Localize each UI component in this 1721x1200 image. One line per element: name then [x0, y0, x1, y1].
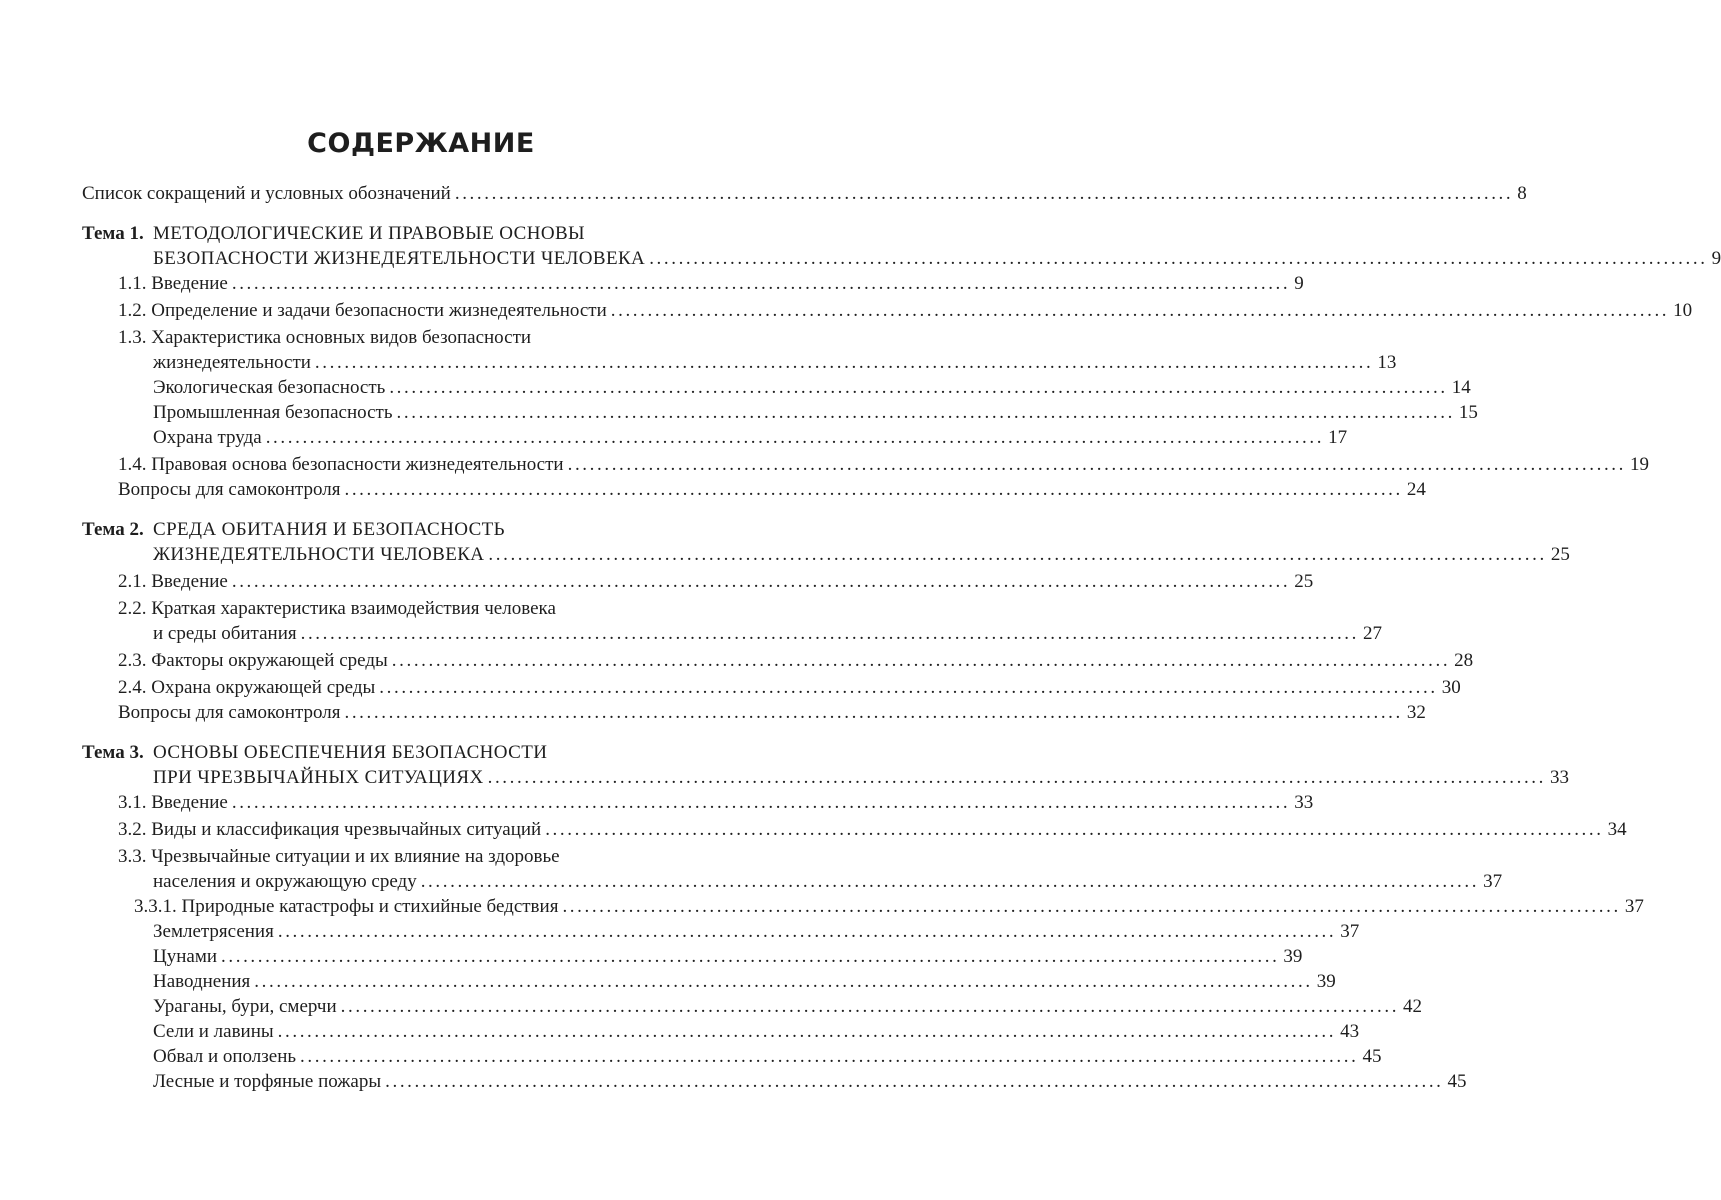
topic-title-line2: ПРИ ЧРЕЗВЫЧАЙНЫХ СИТУАЦИЯХ — [153, 767, 484, 788]
toc-entry[interactable] — [82, 425, 1348, 450]
dot-leader: ................................................................................................................................................ — [344, 479, 1403, 500]
page-number: 30 — [1441, 677, 1461, 698]
dot-leader: ................................................................................................................................................ — [396, 402, 1455, 423]
toc-entry-label: Экологическая безопасность — [153, 377, 386, 398]
toc-entry[interactable] — [82, 400, 1478, 425]
toc-entry-label-cont: жизнедеятельности — [153, 352, 311, 373]
page-title: СОДЕРЖАНИЕ — [307, 128, 535, 159]
toc-entry[interactable] — [82, 452, 1649, 477]
page-number: 37 — [1624, 896, 1644, 917]
toc-entry[interactable] — [82, 298, 1693, 323]
page-number: 42 — [1403, 996, 1423, 1017]
page-number: 8 — [1517, 183, 1527, 204]
toc-entry[interactable] — [82, 375, 1471, 400]
toc-entry[interactable] — [82, 790, 1314, 815]
page-number: 9 — [1294, 273, 1304, 294]
toc-entry[interactable] — [82, 596, 752, 621]
dot-leader: ................................................................................................................................................ — [562, 896, 1621, 917]
dot-leader: ................................................................................................................................................ — [277, 1021, 1337, 1042]
toc-entry[interactable] — [82, 844, 752, 869]
toc-entry[interactable] — [82, 944, 1303, 969]
topic-number: Тема 1. — [82, 223, 144, 244]
toc-entry[interactable] — [82, 1044, 1382, 1069]
page-number: 33 — [1550, 767, 1570, 788]
dot-leader: ................................................................................................................................................ — [254, 971, 1313, 992]
page-number: 33 — [1294, 792, 1314, 813]
toc-entry-label-cont: и среды обитания — [153, 623, 297, 644]
dot-leader: ................................................................................................................................................ — [385, 1071, 1444, 1092]
toc-entry[interactable] — [82, 271, 1304, 296]
toc-entry-label: 3.3. Чрезвычайные ситуации и их влияние на здоровье — [118, 846, 560, 867]
toc-entry-label: 3.3.1. Природные катастрофы и стихийные бедствия — [134, 896, 559, 917]
toc-entry[interactable] — [82, 969, 1336, 994]
toc-entry-label: 1.1. Введение — [118, 273, 228, 294]
dot-leader: ................................................................................................................................................ — [277, 921, 1337, 942]
toc-entry[interactable] — [82, 569, 1314, 594]
toc-entry-label: Наводнения — [153, 971, 251, 992]
toc-entry-label: 1.2. Определение и задачи безопасности жизнедеятельности — [118, 300, 607, 321]
toc-entry-label: 2.2. Краткая характеристика взаимодействия человека — [118, 598, 556, 619]
toc-entry-label: 2.4. Охрана окружающей среды — [118, 677, 376, 698]
dot-leader: ................................................................................................................................................ — [567, 454, 1626, 475]
toc-entry-label: Вопросы для самоконтроля — [118, 702, 341, 723]
dot-leader: ................................................................................................................................................ — [545, 819, 1604, 840]
topic-heading-2-cont[interactable] — [82, 542, 1570, 567]
page-number: 39 — [1283, 946, 1303, 967]
page-number: 25 — [1550, 544, 1570, 565]
topic-heading-1[interactable] — [82, 221, 752, 246]
topic-heading-3-cont[interactable] — [82, 765, 1570, 790]
toc-entry-label: 1.4. Правовая основа безопасности жизнедеятельности — [118, 454, 564, 475]
toc-entry[interactable] — [82, 648, 1474, 673]
page-number: 14 — [1451, 377, 1471, 398]
dot-leader: ................................................................................................................................................ — [488, 544, 1547, 565]
toc-entry-label: 2.3. Факторы окружающей среды — [118, 650, 388, 671]
toc-entry-abbreviations[interactable] — [82, 181, 1527, 206]
dot-leader: ................................................................................................................................................ — [344, 702, 1403, 723]
topic-heading-3[interactable] — [82, 740, 752, 765]
toc-entry-label: Лесные и торфяные пожары — [153, 1071, 382, 1092]
toc-entry-label: Цунами — [153, 946, 218, 967]
page-number: 43 — [1340, 1021, 1360, 1042]
toc-entry[interactable] — [82, 477, 1426, 502]
topic-title-line1: ОСНОВЫ ОБЕСПЕЧЕНИЯ БЕЗОПАСНОСТИ — [153, 742, 548, 763]
dot-leader: ................................................................................................................................................ — [420, 871, 1480, 892]
page-number: 13 — [1377, 352, 1397, 373]
page-number: 45 — [1362, 1046, 1382, 1067]
dot-leader: ................................................................................................................................................ — [265, 427, 1325, 448]
toc-entry[interactable] — [82, 675, 1461, 700]
dot-leader: ................................................................................................................................................ — [300, 623, 1360, 644]
toc-entry-cont[interactable] — [82, 350, 1397, 375]
dot-leader: ................................................................................................................................................ — [379, 677, 1438, 698]
dot-leader: ................................................................................................................................................ — [231, 273, 1291, 294]
dot-leader: ................................................................................................................................................ — [340, 996, 1400, 1017]
topic-title-line2: БЕЗОПАСНОСТИ ЖИЗНЕДЕЯТЕЛЬНОСТИ ЧЕЛОВЕКА — [153, 248, 646, 269]
toc-entry-label: 3.1. Введение — [118, 792, 228, 813]
toc-entry[interactable] — [82, 919, 1360, 944]
page-number: 24 — [1406, 479, 1426, 500]
toc-entry-label: Вопросы для самоконтроля — [118, 479, 341, 500]
table-of-contents — [82, 181, 1721, 1094]
page-number: 37 — [1483, 871, 1503, 892]
toc-entry-label: Промышленная безопасность — [153, 402, 393, 423]
page-number: 28 — [1454, 650, 1474, 671]
toc-entry[interactable] — [82, 325, 752, 350]
topic-number: Тема 3. — [82, 742, 144, 763]
dot-leader: ................................................................................................................................................ — [389, 377, 1448, 398]
toc-entry-cont[interactable] — [82, 621, 1383, 646]
page-number: 37 — [1340, 921, 1360, 942]
topic-title-line1: СРЕДА ОБИТАНИЯ И БЕЗОПАСНОСТЬ — [153, 519, 505, 540]
toc-entry[interactable] — [82, 994, 1423, 1019]
topic-heading-1-cont[interactable] — [82, 246, 1721, 271]
toc-entry[interactable] — [82, 817, 1627, 842]
dot-leader: ................................................................................................................................................ — [231, 571, 1291, 592]
page-number: 32 — [1406, 702, 1426, 723]
dot-leader: ................................................................................................................................................ — [300, 1046, 1359, 1067]
toc-entry-label: Список сокращений и условных обозначений — [82, 183, 451, 204]
toc-entry-label: Землетрясения — [153, 921, 274, 942]
toc-entry-label: 2.1. Введение — [118, 571, 228, 592]
toc-entry[interactable] — [82, 1069, 1467, 1094]
dot-leader: ................................................................................................................................................ — [221, 946, 1280, 967]
page-number: 17 — [1328, 427, 1348, 448]
dot-leader: ................................................................................................................................................ — [487, 767, 1547, 788]
toc-entry-label: 1.3. Характеристика основных видов безопасности — [118, 327, 532, 348]
dot-leader: ................................................................................................................................................ — [391, 650, 1451, 671]
dot-leader: ................................................................................................................................................ — [610, 300, 1670, 321]
topic-title-line2: ЖИЗНЕДЕЯТЕЛЬНОСТИ ЧЕЛОВЕКА — [153, 544, 485, 565]
page-number: 10 — [1673, 300, 1693, 321]
dot-leader: ................................................................................................................................................ — [231, 792, 1291, 813]
toc-entry[interactable] — [82, 1019, 1360, 1044]
page-number: 15 — [1458, 402, 1478, 423]
toc-entry[interactable] — [82, 894, 1644, 919]
page-number: 9 — [1711, 248, 1721, 269]
toc-entry-label-cont: населения и окружающую среду — [153, 871, 417, 892]
toc-entry-label: Ураганы, бури, смерчи — [153, 996, 337, 1017]
page-number: 19 — [1630, 454, 1649, 475]
dot-leader: ................................................................................................................................................ — [649, 248, 1708, 269]
dot-leader: ................................................................................................................................................ — [314, 352, 1374, 373]
toc-entry-label: Сели и лавины — [153, 1021, 274, 1042]
topic-title-line1: МЕТОДОЛОГИЧЕСКИЕ И ПРАВОВЫЕ ОСНОВЫ — [153, 223, 586, 244]
topic-number: Тема 2. — [82, 519, 144, 540]
page-number: 25 — [1294, 571, 1314, 592]
topic-heading-2[interactable] — [82, 517, 752, 542]
toc-entry-cont[interactable] — [82, 869, 1503, 894]
page-number: 27 — [1363, 623, 1383, 644]
toc-entry-label: Обвал и оползень — [153, 1046, 297, 1067]
dot-leader: ................................................................................................................................................ — [454, 183, 1514, 204]
page-number: 45 — [1447, 1071, 1467, 1092]
toc-entry[interactable] — [82, 700, 1426, 725]
page-number: 39 — [1316, 971, 1336, 992]
toc-entry-label: 3.2. Виды и классификация чрезвычайных ситуаций — [118, 819, 542, 840]
page-number: 34 — [1607, 819, 1627, 840]
toc-entry-label: Охрана труда — [153, 427, 262, 448]
